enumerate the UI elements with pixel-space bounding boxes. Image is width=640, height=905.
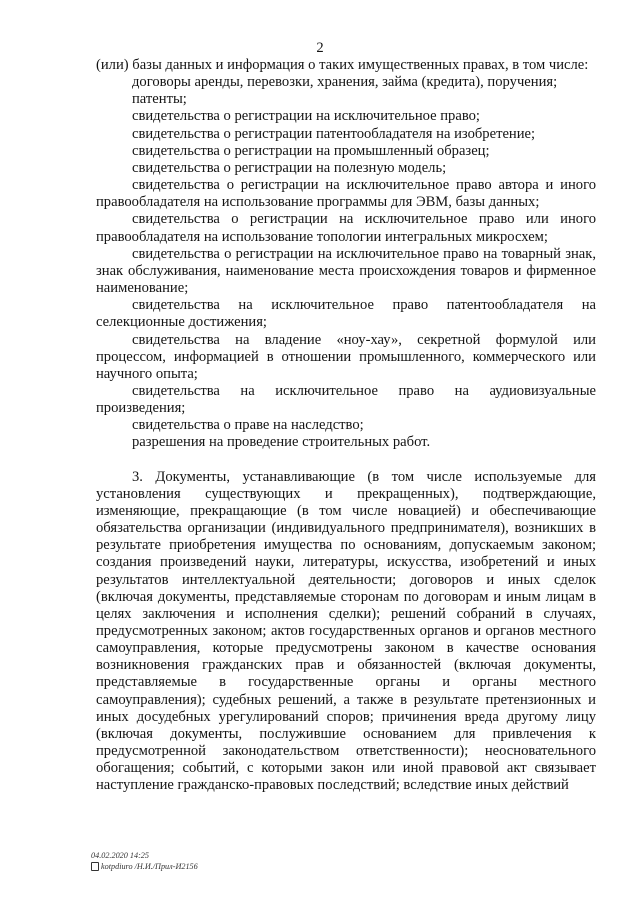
paragraph: свидетельства о регистрации на исключительное право автора и иного правообладателя на использование программы для ЭВМ, базы данных; — [96, 177, 596, 211]
paragraph: свидетельства о регистрации на исключительное право на товарный знак, знак обслуживания, наименование места происхождения товаров и фирменное наименование; — [96, 245, 596, 297]
paragraph: свидетельства на владение «ноу-хау», секретной формулой или процессом, информацией в отношении промышленного, коммерческого или научного опыта; — [96, 331, 596, 382]
footer-date: 04.02.2020 14:25 — [91, 851, 149, 860]
footer-stamp — [91, 850, 198, 872]
footer-file: kotpdiuro /Н.И./Прил-И2156 — [101, 862, 198, 871]
paragraph: свидетельства на исключительное право на аудиовизуальные произведения; — [96, 382, 596, 417]
paragraph: патенты; — [132, 91, 187, 108]
paragraph: разрешения на проведение строительных работ. — [132, 434, 431, 451]
paragraph: 3. Документы, устанавливающие (в том числе используемые для установления существующих и прекращенных), подтверждающие, изменяющие, прекращающие (в том числе новацией) и обеспечивающие обязательства организации (индивидуального предпринимателя), возникших в результате приобретения имущества по основаниям, допускаемым законом; создания произведений науки, литературы, искусства, изобретений и иных результатов интеллектуальной деятельности; договоров и иных сделок (включая документы, представляемые сторонам по договорам и иным лицам в целях заключения и исполнения сделки); решений собраний в случаях, предусмотренных законом; актов государственных органов и органов местного самоуправления, которые предусмотрены законом в качестве основания возникновения гражданских прав и обязанностей (включая документы, представляемые в государственные органы и органы местного самоуправления); судебных решений, а также в результате претензионных и иных досудебных урегулирований споров; причинения вреда другому лицу (включая документы, послужившие основанием для привлечения к предусмотренной законодательством ответственности); неосновательного обогащения; событий, с которыми закон или иной правовой акт связывает наступление гражданско-правовых последствий; вследствие иных действий — [96, 468, 596, 794]
document-file-icon — [91, 862, 99, 871]
paragraph: договоры аренды, перевозки, хранения, займа (кредита), поручения; — [132, 74, 558, 91]
paragraph: (или) базы данных и информация о таких имущественных правах, в том числе: — [96, 57, 589, 73]
paragraph: свидетельства о регистрации на исключительное право или иного правообладателя на использование топологии интегральных микросхем; — [96, 211, 596, 245]
paragraph-gap — [96, 452, 596, 469]
paragraph: свидетельства на исключительное право патентообладателя на селекционные достижения; — [96, 297, 596, 331]
document-body — [96, 57, 596, 795]
page-number: 2 — [316, 40, 324, 56]
paragraph: свидетельства о регистрации на промышленный образец; — [132, 142, 490, 159]
paragraph: свидетельства о праве на наследство; — [132, 417, 364, 434]
paragraph: свидетельства о регистрации на исключительное право; — [132, 108, 480, 125]
paragraph: свидетельства о регистрации патентообладателя на изобретение; — [132, 125, 536, 142]
paragraph: свидетельства о регистрации на полезную модель; — [132, 159, 447, 176]
